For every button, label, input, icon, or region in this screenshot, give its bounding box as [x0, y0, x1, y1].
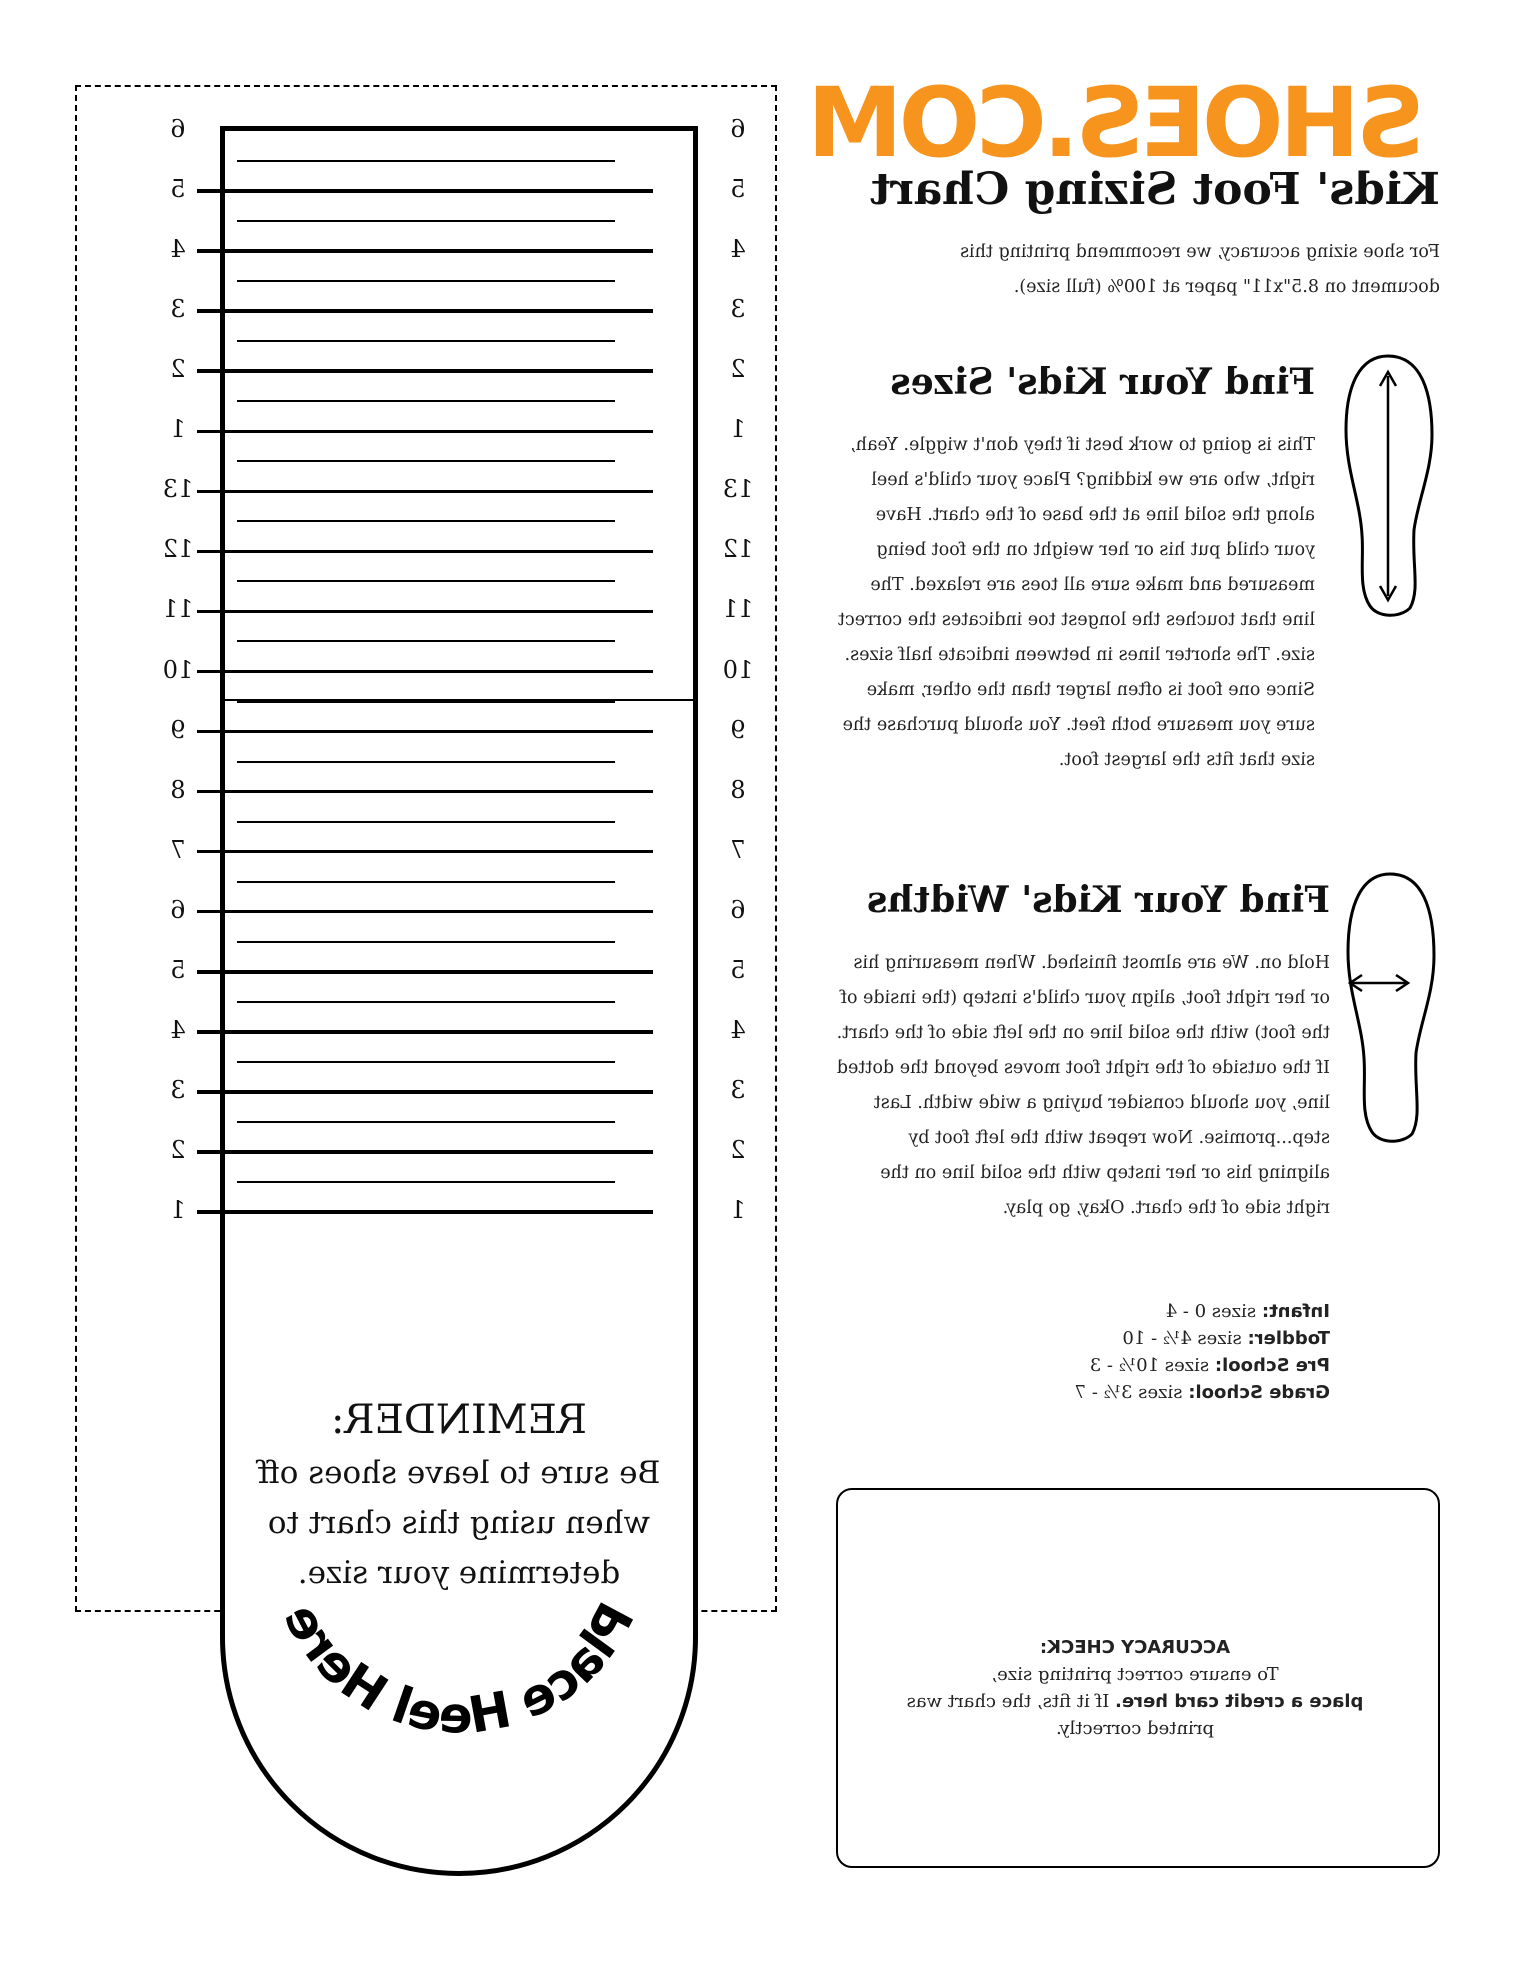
size-number-right: 12 — [162, 535, 194, 564]
size-number-right: 2 — [170, 355, 186, 384]
foot-width-icon — [1342, 868, 1442, 1148]
size-number-left: 3 — [730, 1075, 746, 1104]
size-number-right: 1 — [170, 415, 186, 444]
size-number-left: 1 — [730, 1196, 746, 1224]
sizes-section-title: Find Your Kids' Sizes — [890, 361, 1315, 403]
size-number-left: 4 — [730, 235, 746, 264]
size-number-left: 4 — [730, 1015, 746, 1044]
size-line — [197, 369, 653, 373]
size-number-left: 7 — [730, 835, 746, 864]
size-line — [197, 309, 653, 313]
half-size-line — [237, 1181, 615, 1183]
half-size-line — [237, 340, 615, 342]
size-number-right: 6 — [170, 895, 186, 924]
size-number-right: 6 — [170, 115, 186, 143]
size-number-right: 4 — [170, 235, 186, 264]
size-number-left: 1 — [730, 415, 746, 444]
half-size-line — [237, 460, 615, 462]
widths-section-body: Hold on. We are almost finished. When measuring his or her right foot, align your child's instep (the inside of the foot) with the solid line on the left side of the chart. If the outside of the right foot moves beyond the dotted line, you should consider buying a wide width. Last step...promise. Now repeat with the left foot by aligning his or her instep with the solid line on the right side of the chart. Okay, go play. — [836, 953, 1330, 1218]
size-number-left: 5 — [730, 955, 746, 984]
size-number-left: 3 — [730, 295, 746, 324]
size-number-right: 7 — [170, 835, 186, 864]
size-number-left: 11 — [722, 595, 754, 624]
section-divider-line — [225, 699, 693, 701]
size-line — [197, 490, 653, 494]
shoes-com-logo: SHOES.COM — [811, 67, 1425, 179]
half-size-line — [237, 640, 615, 642]
widths-section-title: Find Your Kids' Widths — [866, 879, 1330, 921]
half-size-line — [237, 701, 615, 703]
size-number-right: 3 — [170, 1075, 186, 1104]
half-size-line — [237, 941, 615, 943]
reminder-title: REMINDER: — [331, 1397, 587, 1443]
print-note: For shoe sizing accuracy, we recommend printing this document on 8.5"x11" paper at 100% (full size). — [960, 242, 1440, 297]
size-line — [197, 430, 653, 434]
age-group-toddler: Toddler: sizes 4½ - 10 — [1122, 1328, 1330, 1349]
size-number-right: 8 — [170, 775, 186, 804]
svg-text:Place Heel Here — [272, 1594, 646, 1745]
heel-label-arc — [220, 1300, 698, 1880]
size-number-left: 8 — [730, 775, 746, 804]
heel-label: Place Heel Here — [272, 1593, 646, 1745]
size-number-left: 9 — [730, 715, 746, 744]
size-line — [197, 610, 653, 614]
half-size-line — [237, 520, 615, 522]
accuracy-check-line1: To ensure correct printing size, — [991, 1664, 1279, 1685]
half-size-line — [237, 580, 615, 582]
half-size-line — [237, 761, 615, 763]
size-line — [197, 1090, 653, 1094]
age-group-grade-school: Grade School: sizes 3½ - 7 — [1074, 1382, 1330, 1403]
size-number-right: 2 — [170, 1135, 186, 1164]
size-number-left: 2 — [730, 1135, 746, 1164]
size-number-right: 9 — [170, 715, 186, 744]
size-line — [197, 1030, 653, 1034]
accuracy-check-bold: place a credit card here. — [1115, 1691, 1364, 1712]
reminder-body: Be sure to leave shoes off when using this chart to determine your size. — [257, 1455, 661, 1591]
half-size-line — [237, 1001, 615, 1003]
sizes-section-body: This is going to work best if they don't wiggle. Yeah, right, who are we kidding? Place your child's heel along the solid line at the base of the chart. Have your child put his or her weight on the foot being measured and make sure all toes are relaxed. The line that touches the longest toe indicates the correct size. The shorter lines in between indicate half sizes. Since one foot is often larger than the other, make sure you measure both feet. You should purchase the size that fits the largest foot. — [837, 435, 1315, 770]
size-line — [197, 1210, 653, 1214]
size-line — [197, 730, 653, 734]
size-number-left: 5 — [730, 175, 746, 204]
size-number-right: 5 — [170, 955, 186, 984]
half-size-line — [237, 821, 615, 823]
size-number-right: 10 — [162, 655, 194, 684]
age-group-infant: Infant: sizes 0 - 4 — [1165, 1301, 1330, 1322]
age-group-list — [1075, 1298, 1330, 1406]
foot-length-icon — [1340, 350, 1440, 620]
half-size-line — [237, 160, 615, 162]
size-number-left: 12 — [722, 535, 754, 564]
half-size-line — [237, 1121, 615, 1123]
size-line — [197, 670, 653, 674]
size-number-right: 5 — [170, 175, 186, 204]
half-size-line — [237, 220, 615, 222]
size-number-right: 1 — [170, 1196, 186, 1224]
size-number-right: 4 — [170, 1015, 186, 1044]
size-number-left: 2 — [730, 355, 746, 384]
size-number-left: 10 — [722, 655, 754, 684]
size-line — [197, 910, 653, 914]
half-size-line — [237, 881, 615, 883]
size-number-right: 11 — [162, 595, 194, 624]
half-size-line — [237, 280, 615, 282]
size-line — [197, 550, 653, 554]
size-line — [197, 1150, 653, 1154]
size-number-right: 13 — [162, 475, 194, 504]
size-line — [197, 850, 653, 854]
accuracy-check-line2: If it fits, the chart was printed correctly. — [906, 1691, 1214, 1739]
age-group-pre-school: Pre School: sizes 10½ - 3 — [1089, 1355, 1330, 1376]
size-line — [197, 790, 653, 794]
size-line — [197, 189, 653, 193]
size-line — [197, 970, 653, 974]
size-number-right: 3 — [170, 295, 186, 324]
size-number-left: 13 — [722, 475, 754, 504]
size-line — [197, 249, 653, 253]
accuracy-check — [885, 1634, 1385, 1742]
page-title: Kids' Foot Sizing Chart — [870, 164, 1440, 215]
size-number-left: 6 — [730, 115, 746, 143]
half-size-line — [237, 1061, 615, 1063]
half-size-line — [237, 400, 615, 402]
size-number-left: 6 — [730, 895, 746, 924]
accuracy-check-title: ACCURACY CHECK: — [1039, 1637, 1231, 1658]
